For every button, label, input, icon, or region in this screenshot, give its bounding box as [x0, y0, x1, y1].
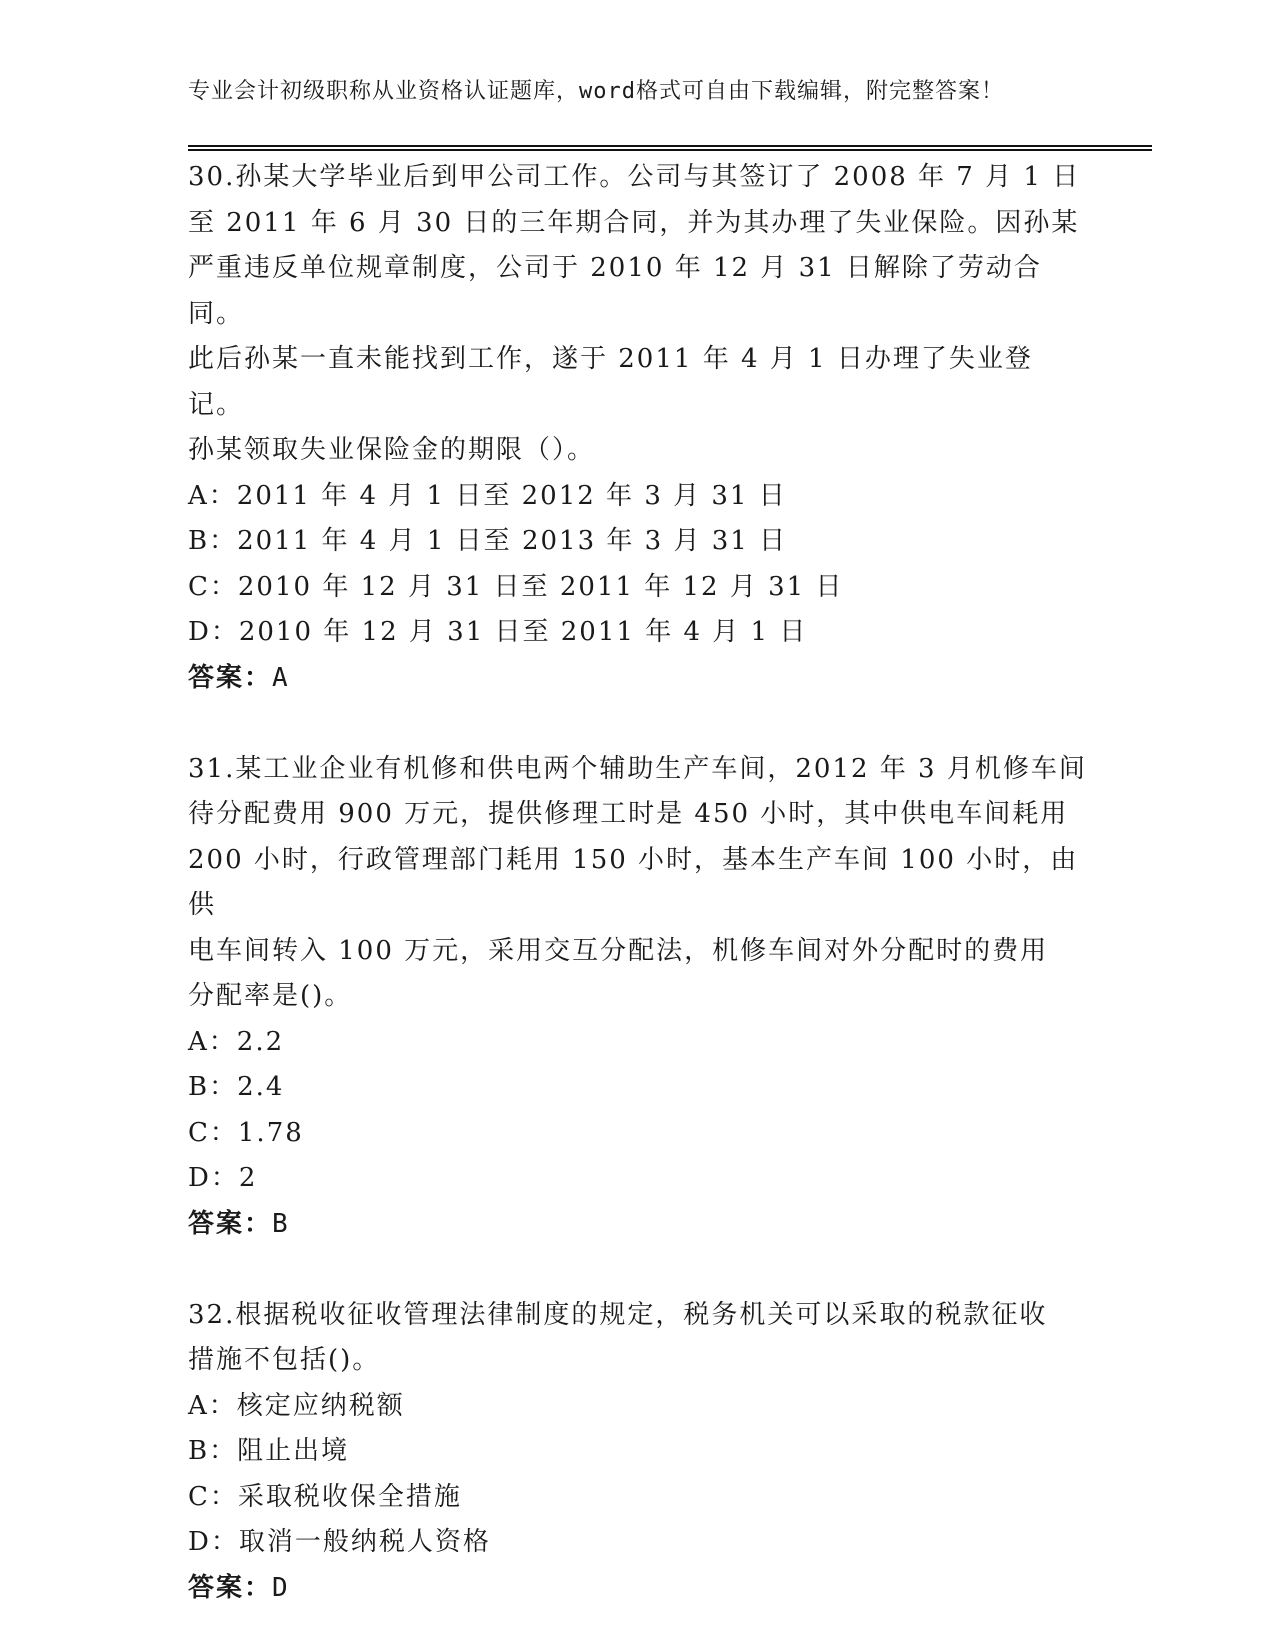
answer-line: [188, 656, 1088, 702]
option-b: B：阻止出境: [188, 1436, 350, 1466]
option-c: C：1.78: [188, 1117, 304, 1148]
question-stem-line: 31.某工业企业有机修和供电两个辅助生产车间，2012 年 3 月机修车间: [188, 753, 1087, 784]
question-list: [188, 155, 1088, 1611]
answer-line: [188, 1202, 1088, 1248]
option-a: A：2.2: [188, 1026, 285, 1057]
answer-value: B: [272, 1208, 288, 1239]
question-spacer: [188, 701, 1088, 747]
question-stem-line: 分配率是()。: [188, 981, 353, 1011]
question-stem-line: 此后孙某一直未能找到工作，遂于 2011 年 4 月 1 日办理了失业登记。: [188, 344, 1033, 420]
question-stem-line: 200 小时，行政管理部门耗用 150 小时，基本生产车间 100 小时，由供: [188, 844, 1079, 920]
option-c: C：采取税收保全措施: [188, 1481, 462, 1512]
answer-label: 答案：: [188, 662, 273, 693]
question-stem-line: 30.孙某大学毕业后到甲公司工作。公司与其签订了 2008 年 7 月 1 日: [188, 162, 1081, 192]
question-stem-line: 至 2011 年 6 月 30 日的三年期合同，并为其办理了失业保险。因孙某: [188, 207, 1080, 238]
question-32: [188, 1293, 1088, 1612]
option-d: D：取消一般纳税人资格: [188, 1527, 491, 1557]
answer-value: A: [272, 662, 288, 693]
question-stem-line: 措施不包括()。: [188, 1345, 381, 1375]
option-d: D：2: [188, 1163, 258, 1193]
question-stem-line: 严重违反单位规章制度，公司于 2010 年 12 月 31 日解除了劳动合同。: [188, 253, 1042, 329]
option-d: D：2010 年 12 月 31 日至 2011 年 4 月 1 日: [188, 617, 808, 647]
page-header: 专业会计初级职称从业资格认证题库，word格式可自由下载编辑，附完整答案！: [188, 79, 1004, 104]
question-30: [188, 155, 1088, 701]
question-stem-line: 待分配费用 900 万元，提供修理工时是 450 小时，其中供电车间耗用: [188, 799, 1069, 829]
question-stem-line: 32.根据税收征收管理法律制度的规定，税务机关可以采取的税款征收: [188, 1299, 1048, 1330]
answer-value: D: [272, 1572, 288, 1603]
option-a: A：核定应纳税额: [188, 1390, 405, 1421]
answer-label: 答案：: [188, 1208, 273, 1239]
option-b: B：2011 年 4 月 1 日至 2013 年 3 月 31 日: [188, 526, 788, 556]
answer-line: [188, 1566, 1088, 1612]
question-spacer: [188, 1247, 1088, 1293]
option-a: A：2011 年 4 月 1 日至 2012 年 3 月 31 日: [188, 480, 787, 511]
option-c: C：2010 年 12 月 31 日至 2011 年 12 月 31 日: [188, 571, 844, 602]
answer-label: 答案：: [188, 1572, 273, 1603]
header-double-rule: [188, 145, 1152, 151]
question-stem-line: 孙某领取失业保险金的期限（）。: [188, 435, 596, 465]
option-b: B：2.4: [188, 1072, 285, 1102]
question-31: [188, 747, 1088, 1248]
question-stem-line: 电车间转入 100 万元，采用交互分配法，机修车间对外分配时的费用: [188, 935, 1049, 966]
